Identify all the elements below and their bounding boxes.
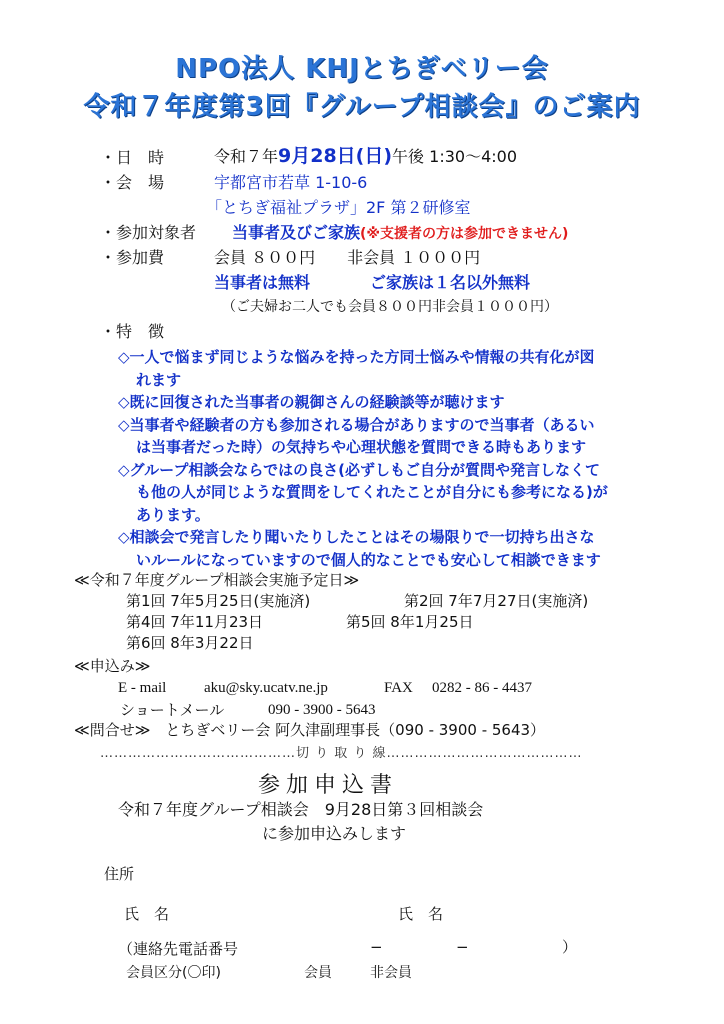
phone-dash-2: −	[456, 938, 469, 956]
venue-address: 宇都宮市若草 1-10-6	[214, 173, 368, 192]
date-prefix: 令和７年	[214, 147, 279, 166]
phone-close: ）	[562, 938, 578, 956]
member-type-label: 会員区分(〇印)	[126, 965, 221, 981]
feature-item-continuation: いルールになっていますので個人的なことでも安心して相談できます	[136, 550, 601, 569]
fax-value: 0282 - 86 - 4437	[432, 680, 532, 696]
schedule-row-1-a: 第1回 7年5月25日(実施済)	[126, 592, 311, 610]
name-label-1: 氏 名	[124, 905, 170, 923]
fee-free-2: ご家族は１名以外無料	[370, 273, 531, 292]
fee-free-1: 当事者は無料	[214, 273, 311, 292]
form-line-1: 令和７年度グループ相談会 9月28日第３回相談会	[118, 800, 484, 819]
phone-label: （連絡先電話番号	[118, 940, 239, 958]
non-member-option: 非会員	[370, 965, 412, 981]
fee-couple-note: （ご夫婦お二人でも会員８００円非会員１０００円）	[222, 299, 558, 315]
schedule-row-3-a: 第6回 8年3月22日	[126, 634, 254, 652]
form-heading: 参加申込書	[258, 773, 399, 798]
schedule-heading: ≪令和７年度グループ相談会実施予定日≫	[74, 571, 360, 589]
fee-label: ・参加費	[100, 248, 165, 267]
email-label: E - mail	[118, 680, 167, 696]
fee-value: 会員 ８００円 非会員 １０００円	[214, 248, 481, 267]
schedule-row-2-b: 第5回 8年1月25日	[346, 613, 474, 631]
venue-label: ・会 場	[100, 173, 165, 192]
feature-item-continuation: も他の人が同じような質問をしてくれたことが自分にも参考になる)が	[136, 483, 608, 501]
phone-dash-1: −	[370, 938, 383, 956]
sms-label: ショートメール	[120, 701, 225, 719]
features-label: ・特 徴	[100, 322, 165, 341]
sms-value: 090 - 3900 - 5643	[268, 702, 376, 718]
target-note: (※支援者の方は参加できません)	[360, 226, 569, 242]
feature-item-continuation: れます	[136, 370, 182, 389]
schedule-row-1-b: 第2回 7年7月27日(実施済)	[404, 592, 589, 610]
address-label: 住所	[104, 865, 135, 883]
apply-heading: ≪申込み≫	[74, 657, 151, 675]
schedule-row-2-a: 第4回 7年11月23日	[126, 613, 264, 631]
feature-item: ◇当事者や経験者の方も参加される場合がありますので当事者（あるい	[118, 415, 595, 434]
title-line-1: NPO法人 KHJとちぎベリー会	[175, 54, 549, 84]
title-line-2: 令和７年度第3回『グループ相談会』のご案内	[83, 92, 641, 122]
feature-item: ◇既に回復された当事者の親御さんの経験談等が聴けます	[118, 393, 505, 411]
target-label: ・参加対象者	[100, 223, 197, 242]
feature-item: ◇グループ相談会ならではの良さ(必ずしもご自分が質問や発言しなくて	[118, 460, 601, 479]
feature-item: ◇相談会で発言したり聞いたりしたことはその場限りで一切持ち出さな	[118, 528, 595, 546]
date-time: 午後 1:30～4:00	[392, 147, 517, 166]
date-label: ・日 時	[100, 148, 165, 167]
venue-room: 「とちぎ福祉プラザ」2F 第２研修室	[206, 198, 471, 217]
fax-label: FAX	[384, 680, 413, 696]
target-value	[232, 223, 568, 244]
feature-item-continuation: は当事者だった時）の気持ちや心理状態を質問できる時もあります	[136, 438, 587, 456]
feature-item: ◇一人で悩まず同じような悩みを持った方同士悩みや情報の共有化が図	[118, 348, 595, 366]
member-option: 会員	[304, 965, 332, 981]
date-main: 9月28日(日)	[278, 145, 393, 167]
target-main: 当事者及びご家族	[232, 223, 361, 242]
name-label-2: 氏 名	[398, 905, 444, 923]
contact-line: ≪問合せ≫ とちぎベリー会 阿久津副理事長（090 - 3900 - 5643）	[74, 721, 546, 739]
email-value: aku@sky.ucatv.ne.jp	[204, 680, 328, 696]
feature-item-continuation: あります。	[136, 505, 210, 524]
cut-line: ……………………………………切 り 取 り 線……………………………………	[100, 746, 583, 761]
form-line-2: に参加申込みします	[262, 824, 407, 843]
date-value	[214, 146, 517, 167]
